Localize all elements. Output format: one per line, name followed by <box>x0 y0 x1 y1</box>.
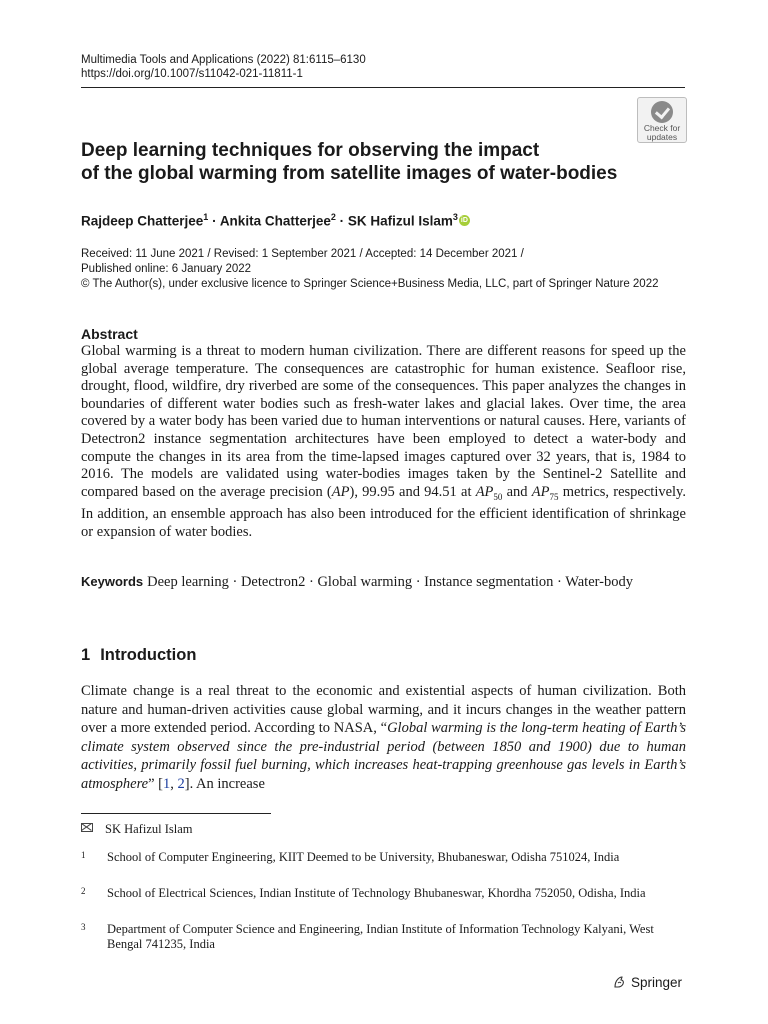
keywords <box>81 573 686 592</box>
publication-dates <box>81 247 659 292</box>
keywords-label: Keywords <box>81 574 144 589</box>
check-updates-label: updates <box>646 132 678 142</box>
title-line: of the global warming from satellite images of water-bodies <box>81 163 618 184</box>
footnote-text: School of Computer Engineering, KIIT Deemed to be University, Bhubaneswar, Odisha 751024, India <box>107 850 620 864</box>
dates-line: Received: 11 June 2021 / Revised: 1 September 2021 / Accepted: 14 December 2021 / <box>81 248 524 260</box>
section-heading <box>81 645 196 665</box>
abstract-heading: Abstract <box>81 326 138 342</box>
author-name[interactable]: Ankita Chatterjee <box>219 213 331 229</box>
header-divider <box>81 87 685 88</box>
check-for-updates-badge[interactable] <box>637 97 687 143</box>
author-affiliation: 1 <box>203 212 209 222</box>
footnote-divider <box>81 813 271 814</box>
corresponding-author <box>81 822 192 837</box>
nasa-quote: Global warming is the long-term heating of Earth’s climate system observed since the pre-industrial period (between 1850 and 1900) due to human activities, primarily fossil fuel burning, which increases heat-trapping greenhouse gas levels in Earth’s atmosphere <box>81 720 686 792</box>
envelope-icon[interactable] <box>81 823 93 832</box>
author-separator: · <box>335 213 348 229</box>
footnote-number: 3 <box>81 922 86 932</box>
section-title: Introduction <box>100 646 197 664</box>
footnote-text: School of Electrical Sciences, Indian Institute of Technology Bhubaneswar, Khordha 752050, Odisha, India <box>107 886 646 900</box>
publisher-name: Springer <box>631 975 683 990</box>
footnote-number: 2 <box>81 886 86 896</box>
orcid-icon[interactable]: iD <box>460 216 468 224</box>
abstract-text: Global warming is a threat to modern human civilization. There are different reasons for speed up the global average temperature. The consequences are catastrophic for human existence. Seafloor rise, drought, flood, wildfire, dry riverbed are some of the consequences. This paper analyzes the changes in boundaries of different water bodies such as fresh-water lakes and glacial lakes. Over time, the area covered by a water body has been varied due to human interventions or natural causes. Here, variants of Detectron2 instance segmentation architectures have been employed to detect a water-body and compute the changes in its area from the time-lapsed images captured over 32 years, that is, 1984 to 2016. The models are validated using water-bodies images taken by the Sentinel-2 Satellite and compared based on the average precision (AP), 99.95 and 94.51 at $AP_{50}$ and $AP_{75}$ metrics, respectively. In addition, an ensemble approach has also been introduced for the efficient identification of shrinkage or expansion of water bodies. <box>81 343 686 540</box>
author-separator: · <box>208 213 220 229</box>
doi-link[interactable]: https://doi.org/10.1007/s11042-021-11811-1 <box>81 68 303 80</box>
author-list <box>81 209 470 230</box>
springer-horse-icon <box>612 975 626 989</box>
paper-title <box>81 139 631 185</box>
title-line: Deep learning techniques for observing the impact <box>81 140 540 161</box>
keywords-list: Deep learning · Detectron2 · Global warming · Instance segmentation · Water-body <box>147 574 634 590</box>
citation-link[interactable]: 1 <box>163 775 171 792</box>
publisher-logo <box>612 975 682 991</box>
journal-header <box>81 53 366 81</box>
footnote-text: Department of Computer Science and Engineering, Indian Institute of Information Technology Kalyani, West Bengal 741235, India <box>107 922 654 951</box>
dates-line: Published online: 6 January 2022 <box>81 263 252 275</box>
author-name[interactable]: SK Hafizul Islam <box>347 213 453 229</box>
author-name[interactable]: Rajdeep Chatterjee <box>81 213 204 229</box>
copyright-line: © The Author(s), under exclusive licence to Springer Science+Business Media, LLC, part of Springer Nature 2022 <box>81 278 659 290</box>
author-affiliation: 3 <box>452 212 458 222</box>
footnote-number: 1 <box>81 850 86 860</box>
citation-link[interactable]: 2 <box>177 775 185 792</box>
author-affiliation: 2 <box>330 212 336 222</box>
introduction-text: Climate change is a real threat to the economic and existential aspects of human civilization. Both nature and human-driven activities cause global warming, and it incurs changes in the weather pattern over a more extended period. According to NASA, “Global warming is the long-term heating of Earth’s climate system observed since the pre-industrial period (between 1850 and 1900) due to human activities, primarily fossil fuel burning, which increases heat-trapping greenhouse gas levels in Earth’s atmosphere” [1, 2]. An increase <box>81 683 686 792</box>
corresponding-author-name: SK Hafizul Islam <box>105 822 193 836</box>
check-updates-label: Check for <box>643 123 681 133</box>
check-for-updates-icon <box>651 101 673 123</box>
section-number: 1 <box>81 646 91 664</box>
journal-citation: Multimedia Tools and Applications (2022) 81:6115–6130 <box>81 54 366 66</box>
